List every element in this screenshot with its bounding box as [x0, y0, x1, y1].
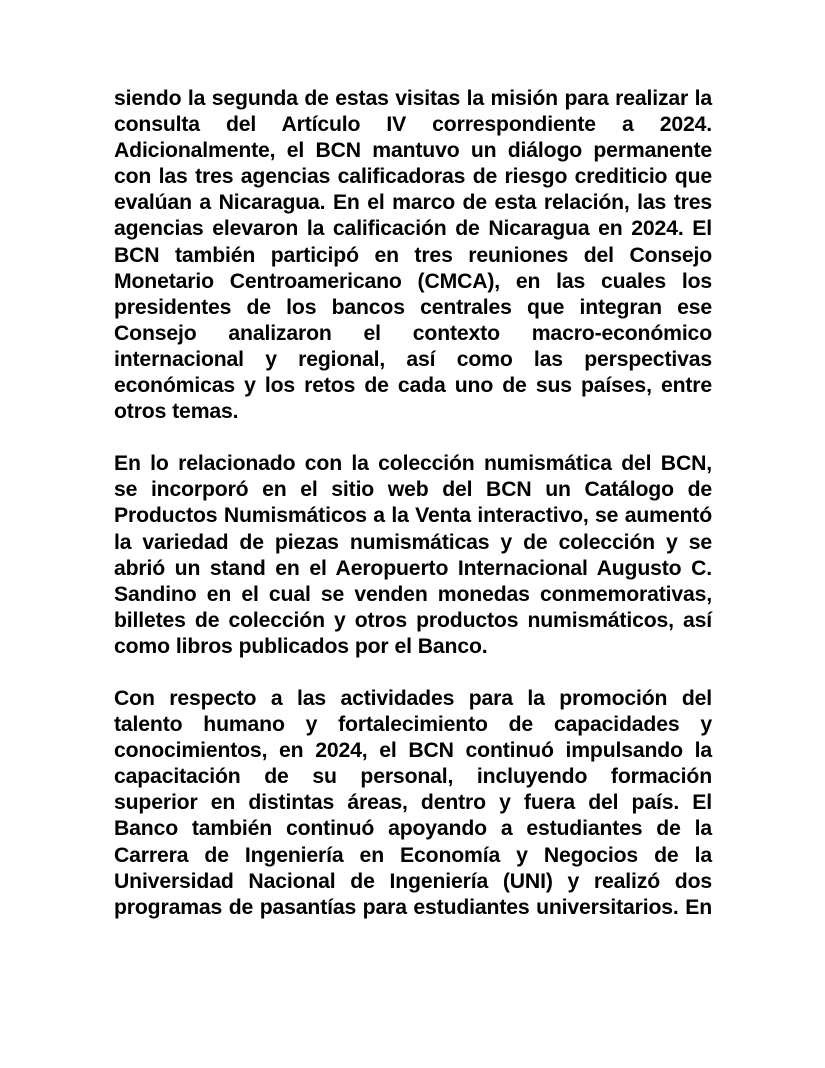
body-paragraph-2: En lo relacionado con la colección numismática del BCN, se incorporó en el sitio web del BCN un Catálogo de Productos Numismáticos a la Venta interactivo, se aumentó la variedad de piezas numismáticas y de colección y se abrió un stand en el Aeropuerto Internacional Augusto C. Sandino en el cual se venden monedas conmemorativas, billetes de colección y otros productos numismáticos, así como libros publicados por el Banco.	[114, 452, 712, 658]
body-paragraph-3: Con respecto a las actividades para la promoción del talento humano y fortalecimiento de capacidades y conocimientos, en 2024, el BCN continuó impulsando la capacitación de su personal, incluyendo formación superior en distintas áreas, dentro y fuera del país. El Banco también continuó apoyando a estudiantes de la Carrera de Ingeniería en Economía y Negocios de la Universidad Nacional de Ingeniería (UNI) y realizó dos programas de pasantías para estudiantes universitarios. En	[114, 686, 712, 919]
body-text-column	[114, 86, 712, 947]
body-paragraph-1: siendo la segunda de estas visitas la misión para realizar la consulta del Artículo IV correspondiente a 2024. Adicionalmente, el BCN mantuvo un diálogo permanente con las tres agencias calificadoras de riesgo crediticio que evalúan a Nicaragua. En el marco de esta relación, las tres agencias elevaron la calificación de Nicaragua en 2024. El BCN también participó en tres reuniones del Consejo Monetario Centroamericano (CMCA), en las cuales los presidentes de los bancos centrales que integran ese Consejo analizaron el contexto macro-económico internacional y regional, así como las perspectivas económicas y los retos de cada uno de sus países, entre otros temas.	[114, 87, 712, 424]
